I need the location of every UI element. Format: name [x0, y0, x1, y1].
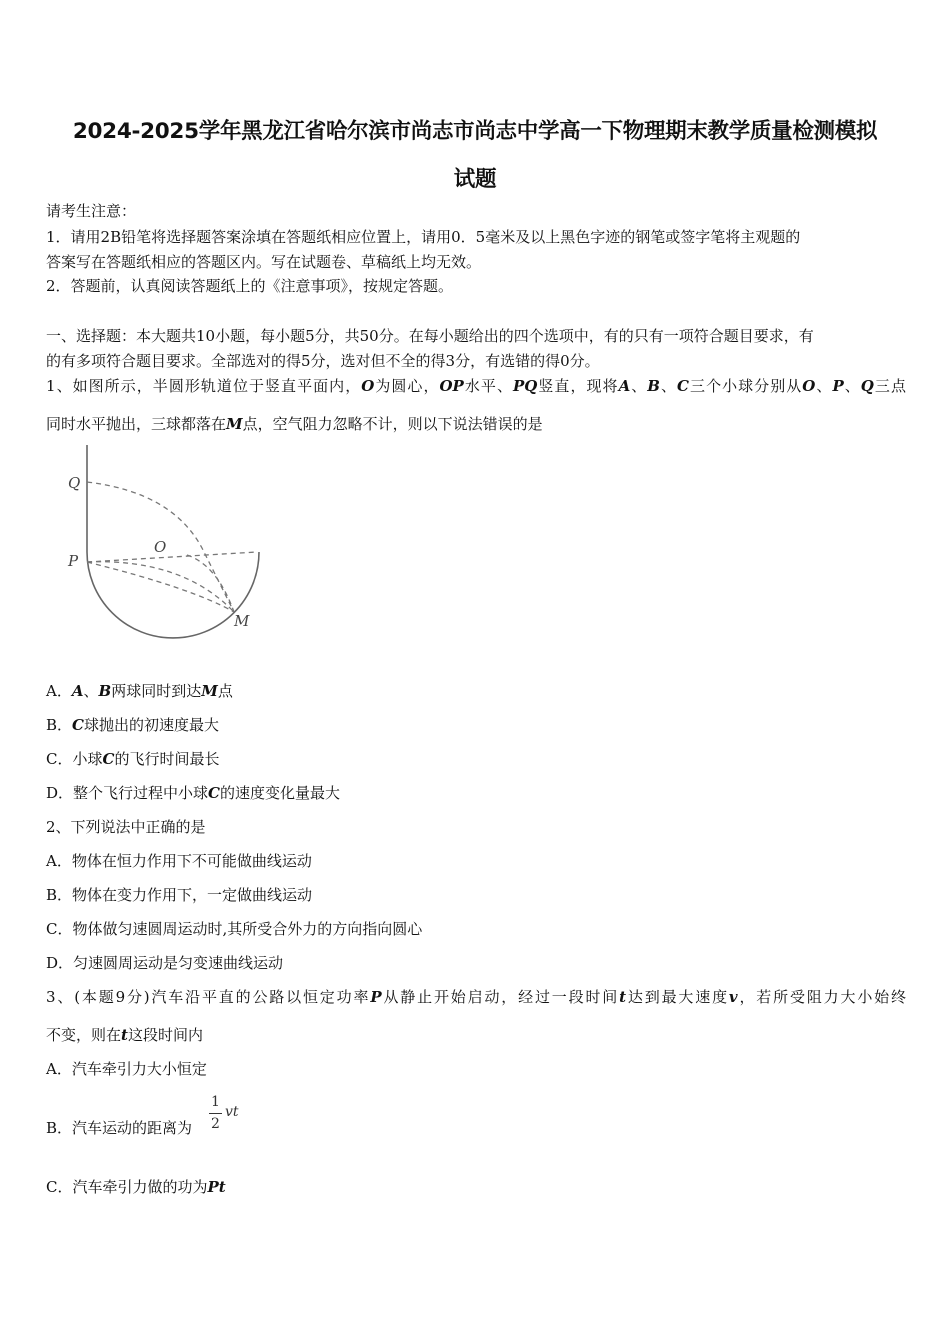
semicircle-trajectory-diagram — [62, 440, 272, 640]
label-Q: Q — [68, 474, 81, 492]
fraction-bar — [209, 1113, 222, 1114]
notice-item-2: 2．答题前，认真阅读答题纸上的《注意事项》，按规定答题。 — [46, 277, 454, 295]
fraction-half-vt — [207, 1094, 247, 1140]
line-P-horizontal — [87, 552, 257, 562]
label-M: M — [234, 612, 250, 630]
notice-item-1-line-2: 答案写在答题纸相应的答题区内。写在试题卷、草稿纸上均无效。 — [46, 253, 482, 271]
label-P: P — [68, 552, 79, 570]
question-2-option-a: A．物体在恒力作用下不可能做曲线运动 — [46, 852, 312, 870]
question-1-option-b: B．C球抛出的初速度最大 — [46, 716, 219, 734]
exam-title-line1: 2024-2025学年黑龙江省哈尔滨市尚志市尚志中学高一下物理期末教学质量检测模拟 — [72, 119, 878, 144]
notice-item-1-line-1: 1．请用2B铅笔将选择题答案涂填在答题纸相应位置上，请用0．5毫米及以上黑色字迹的钢笔或签字笔将主观题的 — [46, 228, 801, 246]
notice-heading: 请考生注意： — [46, 202, 137, 220]
question-1-option-c: C．小球C的飞行时间最长 — [46, 750, 220, 768]
section-intro-line-2: 的有多项符合题目要求。全部选对的得5分，选对但不全的得3分，有选错的得0分。 — [46, 352, 600, 370]
question-1-option-a: A．A、B两球同时到达M点 — [46, 682, 233, 700]
label-O: O — [154, 538, 167, 556]
question-1-stem-line-1: 1、如图所示，半圆形轨道位于竖直平面内，O为圆心，OP水平、PQ竖直，现将A、B、C三个小球分别从O、P、Q三点 — [46, 377, 906, 395]
question-3-stem-line-1: 3、(本题9分)汽车沿平直的公路以恒定功率P从静止开始启动，经过一段时间t达到最大速度v，若所受阻力大小始终 — [46, 988, 906, 1006]
question-2-option-d: D．匀速圆周运动是匀变速曲线运动 — [46, 954, 284, 972]
question-3-option-b: B．汽车运动的距离为 — [46, 1119, 193, 1137]
fraction-denominator: 2 — [211, 1116, 220, 1132]
question-3-option-a: A．汽车牵引力大小恒定 — [46, 1060, 207, 1078]
trajectory-from-P — [87, 562, 234, 612]
question-3-stem-line-2: 不变，则在t这段时间内 — [46, 1026, 203, 1044]
question-2-option-c: C．物体做匀速圆周运动时,其所受合外力的方向指向圆心 — [46, 920, 423, 938]
question-1-option-d: D．整个飞行过程中小球C的速度变化量最大 — [46, 784, 340, 802]
question-3-option-c: C．汽车牵引力做的功为Pt — [46, 1178, 226, 1196]
fraction-numerator: 1 — [211, 1094, 220, 1110]
fraction-variable: vt — [225, 1104, 239, 1120]
question-1-stem-line-2: 同时水平抛出，三球都落在M点，空气阻力忽略不计，则以下说法错误的是 — [46, 415, 543, 433]
question-2-stem: 2、下列说法中正确的是 — [46, 818, 206, 836]
question-2-option-b: B．物体在变力作用下，一定做曲线运动 — [46, 886, 313, 904]
exam-title-line2: 试题 — [453, 167, 497, 192]
section-intro-line-1: 一、选择题：本大题共10小题，每小题5分，共50分。在每小题给出的四个选项中，有的只有一项符合题目要求，有 — [46, 327, 814, 345]
